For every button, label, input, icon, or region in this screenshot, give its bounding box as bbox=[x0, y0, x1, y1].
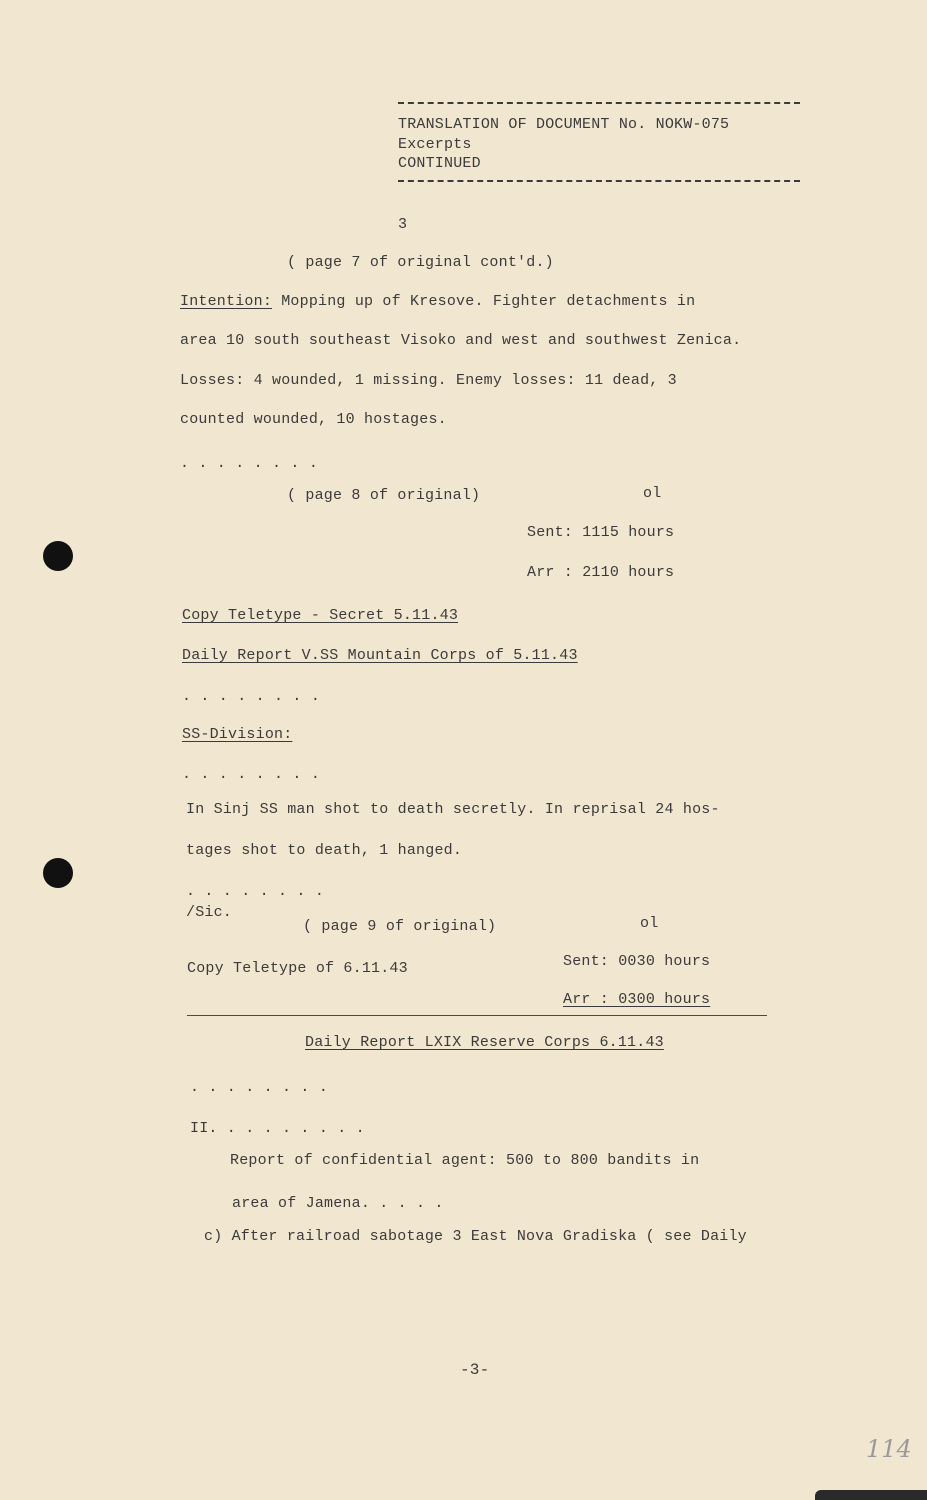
header-bottom-dashes bbox=[398, 180, 800, 182]
separator-rule bbox=[187, 1015, 767, 1016]
sent-line-1: Sent: 1115 hours bbox=[527, 524, 675, 541]
excerpts-label: Excerpts bbox=[398, 136, 472, 153]
counted-wounded-line: counted wounded, 10 hostages. bbox=[180, 411, 447, 428]
intention-line-1 bbox=[180, 293, 695, 310]
page-ref-9: ( page 9 of original) bbox=[303, 918, 497, 935]
copy-teletype-2: Copy Teletype of 6.11.43 bbox=[187, 960, 408, 977]
sinj-line-1: In Sinj SS man shot to death secretly. In reprisal 24 hos- bbox=[186, 801, 720, 818]
ellipsis-3: . . . . . . . . bbox=[182, 766, 321, 783]
section-ii: II. . . . . . . . . bbox=[190, 1120, 365, 1137]
page-ref-8: ( page 8 of original) bbox=[287, 487, 481, 504]
page-ref-7: ( page 7 of original cont'd.) bbox=[287, 254, 554, 271]
ol-marker-1: ol bbox=[643, 485, 662, 502]
agent-report-line-2: area of Jamena. . . . . bbox=[232, 1195, 444, 1212]
bottom-corner-smudge bbox=[815, 1490, 927, 1500]
losses-line: Losses: 4 wounded, 1 missing. Enemy losses: 11 dead, 3 bbox=[180, 372, 677, 389]
intention-label: Intention: bbox=[180, 293, 273, 310]
punch-hole-lower bbox=[43, 858, 73, 888]
page-footer-number: -3- bbox=[460, 1361, 490, 1379]
header-top-dashes bbox=[398, 102, 800, 104]
ellipsis-2: . . . . . . . . bbox=[182, 688, 321, 705]
ellipsis-4: . . . . . . . . bbox=[186, 883, 325, 900]
arr-line-1: Arr : 2110 hours bbox=[527, 564, 675, 581]
ellipsis-5: . . . . . . . . bbox=[190, 1079, 329, 1096]
punch-hole-upper bbox=[43, 541, 73, 571]
translation-title: TRANSLATION OF DOCUMENT No. NOKW-075 bbox=[398, 116, 730, 133]
sic-note: /Sic. bbox=[186, 904, 233, 921]
ol-marker-2: ol bbox=[640, 915, 659, 932]
ss-division-heading: SS-Division: bbox=[182, 726, 293, 743]
section-number: 3 bbox=[398, 216, 408, 233]
intention-text: Mopping up of Kresove. Fighter detachments in bbox=[281, 293, 696, 310]
copy-teletype-secret: Copy Teletype - Secret 5.11.43 bbox=[182, 607, 459, 624]
agent-report-line-1: Report of confidential agent: 500 to 800 bandits in bbox=[230, 1152, 700, 1169]
sinj-line-2: tages shot to death, 1 hanged. bbox=[186, 842, 463, 859]
handwritten-page-number: 114 bbox=[866, 1435, 912, 1463]
continued-label: CONTINUED bbox=[398, 155, 481, 172]
intention-line-2: area 10 south southeast Visoko and west and southwest Zenica. bbox=[180, 332, 742, 349]
ellipsis-1: . . . . . . . . bbox=[180, 455, 319, 472]
railroad-sabotage-line: c) After railroad sabotage 3 East Nova Gradiska ( see Daily bbox=[204, 1228, 747, 1245]
sent-line-2: Sent: 0030 hours bbox=[563, 953, 711, 970]
arr-line-2: Arr : 0300 hours bbox=[563, 991, 711, 1008]
daily-report-lxix: Daily Report LXIX Reserve Corps 6.11.43 bbox=[305, 1034, 664, 1051]
daily-report-v-ss: Daily Report V.SS Mountain Corps of 5.11.43 bbox=[182, 647, 578, 664]
